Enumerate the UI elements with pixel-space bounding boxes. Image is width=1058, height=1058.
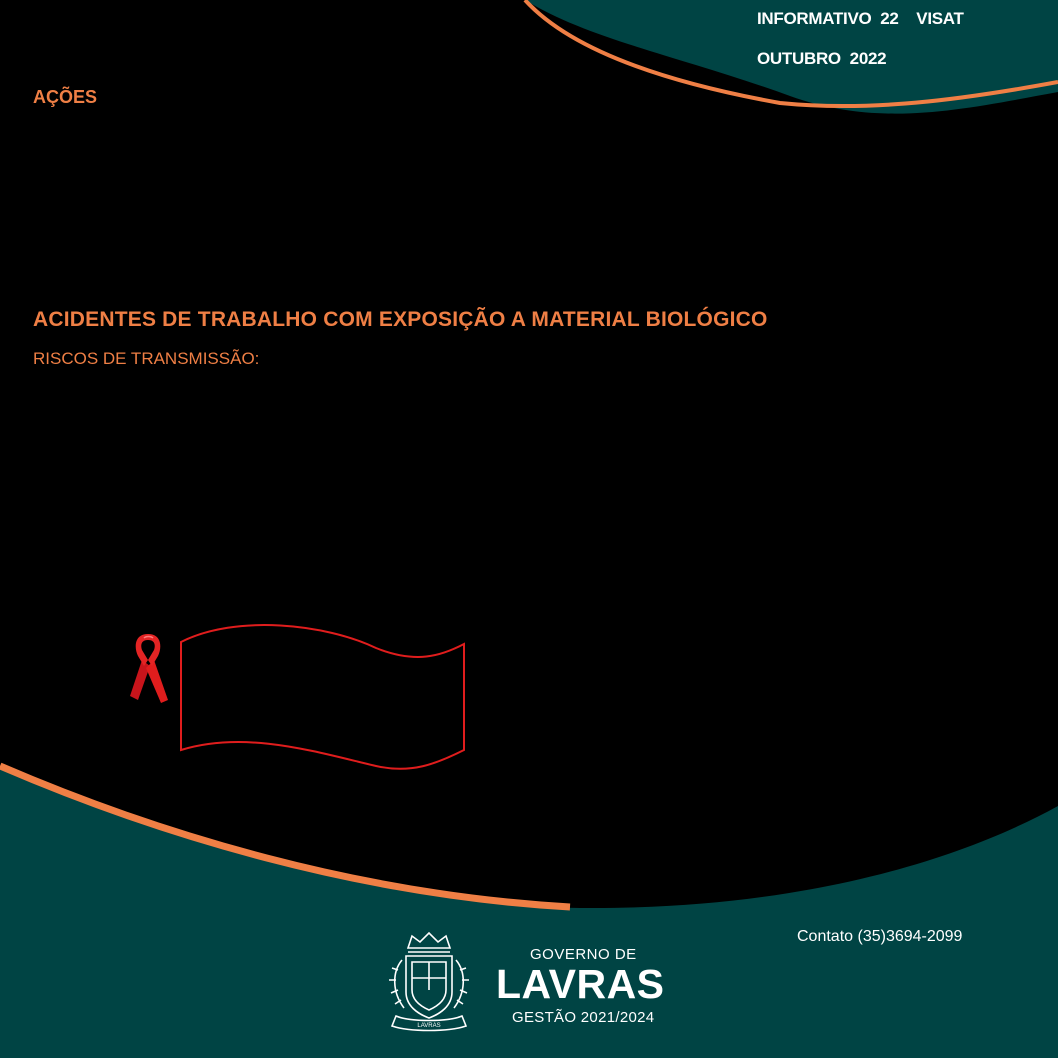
red-outline-banner-flag bbox=[176, 622, 470, 774]
contact-phone: Contato (35)3694-2099 bbox=[797, 928, 963, 945]
logo-lavras: LAVRAS bbox=[496, 961, 665, 1007]
logo-gestao: GESTÃO 2021/2024 bbox=[512, 1009, 655, 1026]
section-acoes-title: AÇÕES bbox=[33, 87, 98, 107]
svg-text:LAVRAS: LAVRAS bbox=[417, 1023, 441, 1029]
lavras-coat-of-arms-emblem bbox=[386, 930, 472, 1032]
section-acidentes-title: ACIDENTES DE TRABALHO COM EXPOSIÇÃO A MATERIAL BIOLÓGICO bbox=[33, 308, 768, 331]
riscos-subtitle: RISCOS DE TRANSMISSÃO: bbox=[33, 349, 260, 368]
header-informativo: INFORMATIVO 22 VISAT bbox=[757, 9, 964, 28]
red-awareness-ribbon-icon bbox=[124, 630, 174, 706]
header-date: OUTUBRO 2022 bbox=[757, 49, 887, 68]
logo-governo-de: GOVERNO DE bbox=[530, 946, 637, 963]
